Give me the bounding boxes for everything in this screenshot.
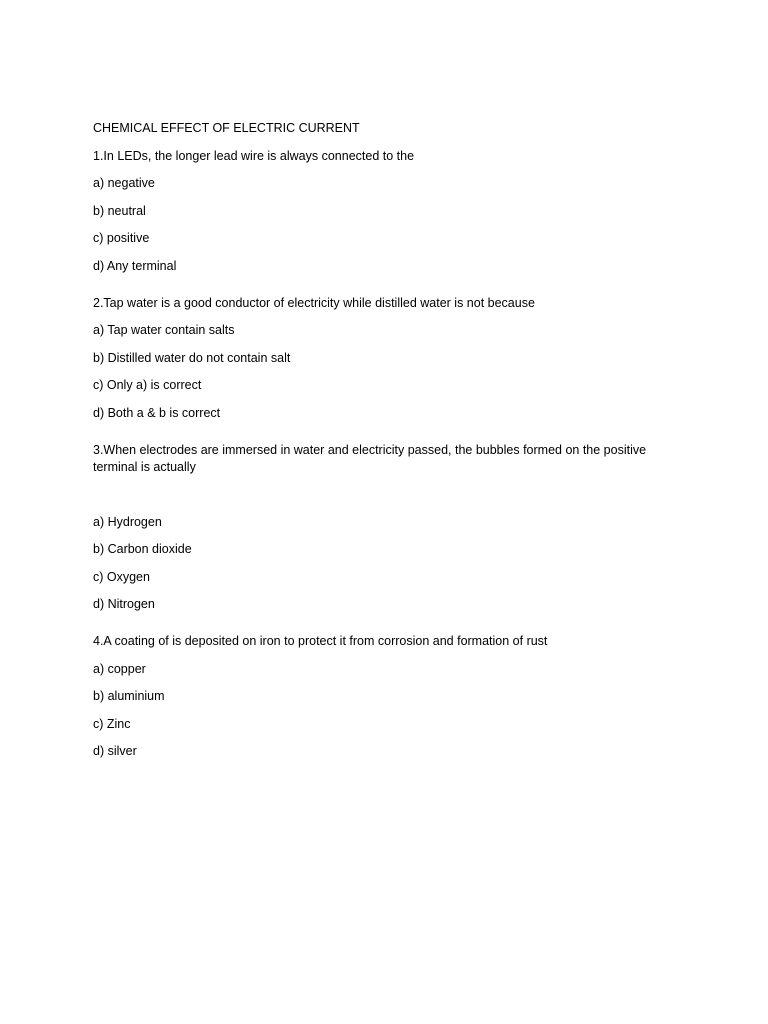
option-a: a) copper <box>93 661 146 676</box>
option-a: a) Tap water contain salts <box>93 323 235 337</box>
option-b: b) aluminium <box>93 689 165 703</box>
option-d: d) Nitrogen <box>93 597 155 611</box>
option-b: b) Distilled water do not contain salt <box>93 350 291 365</box>
option-a: a) negative <box>93 176 155 190</box>
option-b: b) neutral <box>93 203 146 218</box>
option-c: c) positive <box>93 231 150 245</box>
question-text: 1.In LEDs, the longer lead wire is always connected to the <box>93 148 415 163</box>
option-d: d) silver <box>93 744 137 758</box>
option-d: d) Any terminal <box>93 258 177 273</box>
question-3 <box>93 442 693 614</box>
document-title: CHEMICAL EFFECT OF ELECTRIC CURRENT <box>93 121 360 135</box>
question-1 <box>93 148 693 275</box>
question-text: 2.Tap water is a good conductor of electricity while distilled water is not because <box>93 295 535 310</box>
option-d: d) Both a & b is correct <box>93 405 221 420</box>
option-c: c) Oxygen <box>93 569 150 584</box>
option-c: c) Zinc <box>93 716 131 731</box>
question-text: 4.A coating of is deposited on iron to protect it from corrosion and formation of rust <box>93 634 548 648</box>
option-a: a) Hydrogen <box>93 514 162 529</box>
question-2 <box>93 295 693 422</box>
question-text: 3.When electrodes are immersed in water and electricity passed, the bubbles formed on the positive terminal is actually <box>93 442 647 474</box>
option-b: b) Carbon dioxide <box>93 542 192 556</box>
question-4 <box>93 633 693 760</box>
document-page <box>93 120 693 780</box>
option-c: c) Only a) is correct <box>93 378 202 392</box>
